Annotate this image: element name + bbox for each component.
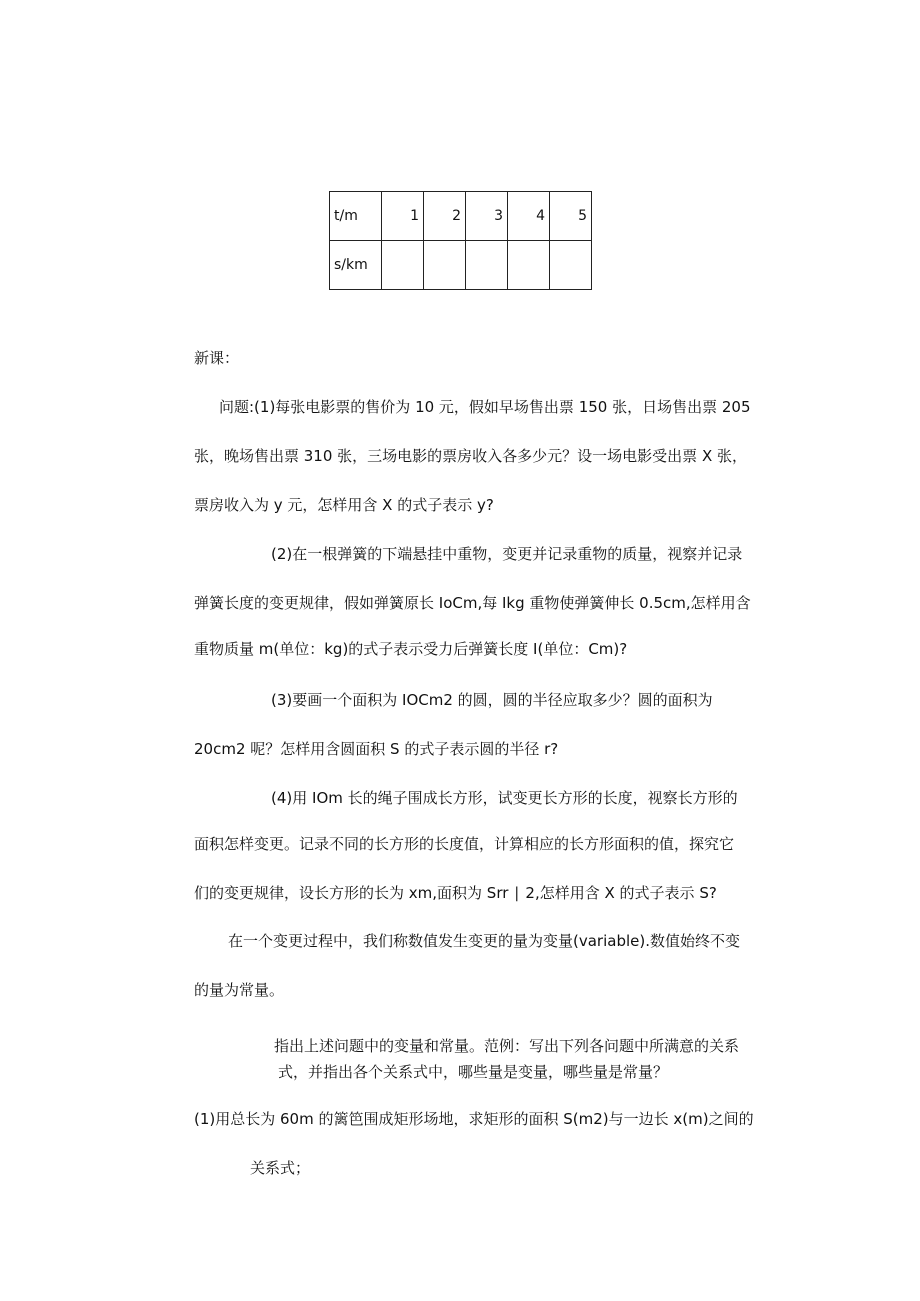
example-line-1: 指出上述问题中的变量和常量。范例：写出下列各问题中所满意的关系 [274,1037,740,1055]
table-cell: 5 [550,192,592,241]
problem-2-line-1: (2)在一根弹簧的下端悬挂中重物，变更并记录重物的质量，视察并记录 [271,545,743,563]
problem-1-line-3: 票房收入为 y 元，怎样用含 X 的式子表示 y? [194,496,494,514]
section-title: 新课： [194,349,240,367]
table-row [330,241,592,290]
table-cell: 4 [508,192,550,241]
example-line-2: 式，并指出各个关系式中，哪些量是变量，哪些量是常量？ [278,1063,669,1081]
table-cell: 2 [424,192,466,241]
problem-4-line-3: 们的变更规律，设长方形的长为 xm,面积为 Srr ∣ 2,怎样用含 X 的式子表示 S? [194,884,717,902]
definition-line-2: 的量为常量。 [194,981,285,999]
question-1-line-1: (1)用总长为 60m 的篱笆围成矩形场地，求矩形的面积 S(m2)与一边长 x(m)之间的 [194,1110,754,1128]
problem-2-line-2: 弹簧长度的变更规律，假如弹簧原长 IoCm,每 Ikg 重物使弹簧伸长 0.5cm,怎样用含 [194,594,751,612]
table-cell [424,241,466,290]
table-row [330,192,592,241]
time-distance-table [329,191,592,290]
table-cell: 3 [466,192,508,241]
row-header-s: s/km [330,241,382,290]
problem-3-line-2: 20cm2 呢？怎样用含圆面积 S 的式子表示圆的半径 r? [194,740,559,758]
problem-4-line-2: 面积怎样变更。记录不同的长方形的长度值，计算相应的长方形面积的值，探究它 [194,835,735,853]
table-cell [466,241,508,290]
problem-1-line-2: 张，晚场售出票 310 张，三场电影的票房收入各多少元？设一场电影受出票 X 张， [194,447,747,465]
problem-2-line-3: 重物质量 m(单位：kg)的式子表示受力后弹簧长度 I(单位：Cm)? [194,640,628,658]
question-1-line-2: 关系式； [250,1159,311,1177]
row-header-t: t/m [330,192,382,241]
table-cell [508,241,550,290]
problem-1-line-1: 问题:(1)每张电影票的售价为 10 元，假如早场售出票 150 张，日场售出票 205 [219,398,751,416]
table-cell: 1 [382,192,424,241]
problem-4-line-1: (4)用 IOm 长的绳子围成长方形，试变更长方形的长度，视察长方形的 [271,789,738,807]
table-cell [550,241,592,290]
definition-line-1: 在一个变更过程中，我们称数值发生变更的量为变量(variable).数值始终不变 [228,932,740,950]
table-cell [382,241,424,290]
problem-3-line-1: (3)要画一个面积为 IOCm2 的圆，圆的半径应取多少？圆的面积为 [271,691,713,709]
